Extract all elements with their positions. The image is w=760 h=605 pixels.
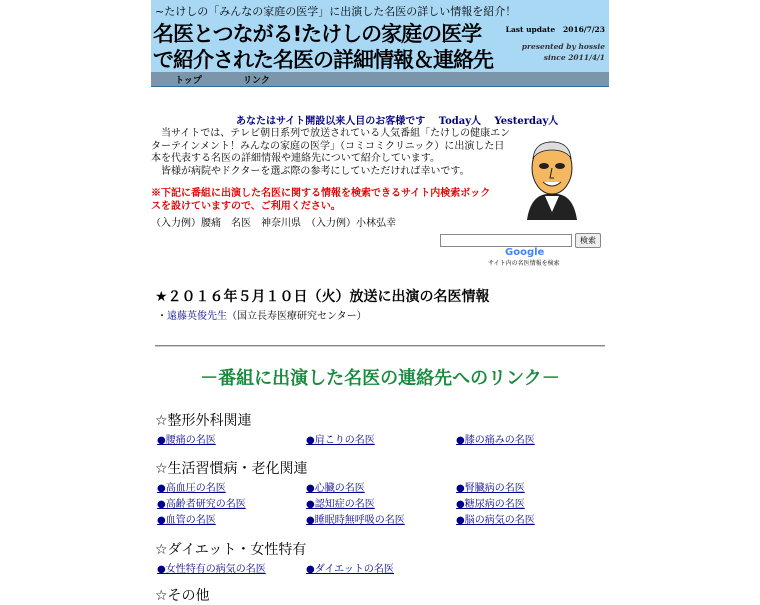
nav-divider: [151, 86, 609, 87]
search-example: （入力例）腰痛 名医 神奈川県 （入力例）小林弘幸: [151, 218, 396, 229]
category-orthopedics: ☆整形外科関連: [155, 413, 252, 429]
search-notice: ※下記に番組に出演した名医に関する情報を検索できるサイト内検索ボックスを設けていますので、ご利用ください。: [151, 188, 491, 212]
category-diet-women: ☆ダイエット・女性特有: [155, 542, 307, 558]
link-brain[interactable]: ●脳の病気の名医: [456, 515, 535, 526]
latest-broadcast-heading: ★２０１６年５月１０日（火）放送に出演の名医情報: [155, 289, 490, 305]
nav-top-link[interactable]: トップ: [175, 76, 202, 86]
bullet: ・: [157, 311, 167, 322]
doctor-links-heading: －番組に出演した名医の連絡先へのリンク－: [200, 368, 560, 389]
site-header: [151, 0, 609, 72]
search-caption: サイト内の名医情報を検索: [488, 260, 560, 267]
last-update-label: Last update: [505, 25, 556, 34]
takeshi-portrait-image: [521, 132, 583, 222]
site-title-line1[interactable]: 名医とつながる!たけしの家庭の医学: [153, 22, 482, 46]
link-back-pain[interactable]: ●腰痛の名医: [157, 435, 216, 446]
doctor-link-endo[interactable]: 遠藤英俊先生: [167, 311, 227, 322]
link-sleep-apnea[interactable]: ●睡眠時無呼吸の名医: [306, 515, 405, 526]
link-diet[interactable]: ●ダイエットの名医: [306, 564, 394, 575]
link-womens-health[interactable]: ●女性特有の病気の名医: [157, 564, 266, 575]
link-geriatrics[interactable]: ●高齢者研究の名医: [157, 499, 246, 510]
nav-bar: [151, 72, 609, 86]
link-blood-vessel[interactable]: ●血管の名医: [157, 515, 216, 526]
latest-broadcast-entry: [157, 307, 367, 322]
link-dementia[interactable]: ●認知症の名医: [306, 499, 375, 510]
intro-text: [151, 128, 511, 178]
site-search-input[interactable]: [440, 234, 572, 247]
link-hypertension[interactable]: ●高血圧の名医: [157, 483, 226, 494]
intro-paragraph-1: 当サイトでは、テレビ朝日系列で放送されている人気番組「たけしの健康エンターテインメント！みんなの家庭の医学」（コミコミクリニック）に出演した日本を代表する名医の詳細情報や連絡先について紹介しています。: [151, 128, 511, 164]
site-tagline: ~たけしの「みんなの家庭の医学」に出演した名医の詳しい情報を紹介！: [155, 5, 517, 18]
section-divider: [155, 345, 605, 347]
link-kidney[interactable]: ●腎臓病の名医: [456, 483, 525, 494]
last-update-date: 2016/7/23: [562, 25, 605, 34]
google-logo: Google: [505, 247, 545, 258]
since-date: since 2011/4/1: [543, 53, 605, 62]
category-other: ☆その他: [155, 588, 210, 604]
visitor-counter: あなたはサイト開設以来人目のお客様です Today人 Yesterday人: [236, 116, 559, 127]
link-stiff-shoulder[interactable]: ●肩こりの名医: [306, 435, 375, 446]
intro-paragraph-2: 皆様が病院やドクターを選ぶ際の参考にしていただければ幸いです。: [161, 165, 470, 177]
category-lifestyle: ☆生活習慣病・老化関連: [155, 461, 308, 477]
search-button[interactable]: 検索: [575, 233, 601, 248]
last-update: [506, 24, 605, 35]
link-heart[interactable]: ●心臓の名医: [306, 483, 365, 494]
presented-by: presented by hossie: [521, 42, 605, 51]
site-title-line2[interactable]: で紹介された名医の詳細情報＆連絡先: [153, 48, 493, 72]
link-knee-pain[interactable]: ●膝の痛みの名医: [456, 435, 535, 446]
site-meta: [506, 24, 605, 63]
link-diabetes[interactable]: ●糖尿病の名医: [456, 499, 525, 510]
doctor-affiliation: （国立長寿医療研究センター）: [227, 311, 367, 322]
nav-link-link[interactable]: リンク: [243, 76, 270, 86]
